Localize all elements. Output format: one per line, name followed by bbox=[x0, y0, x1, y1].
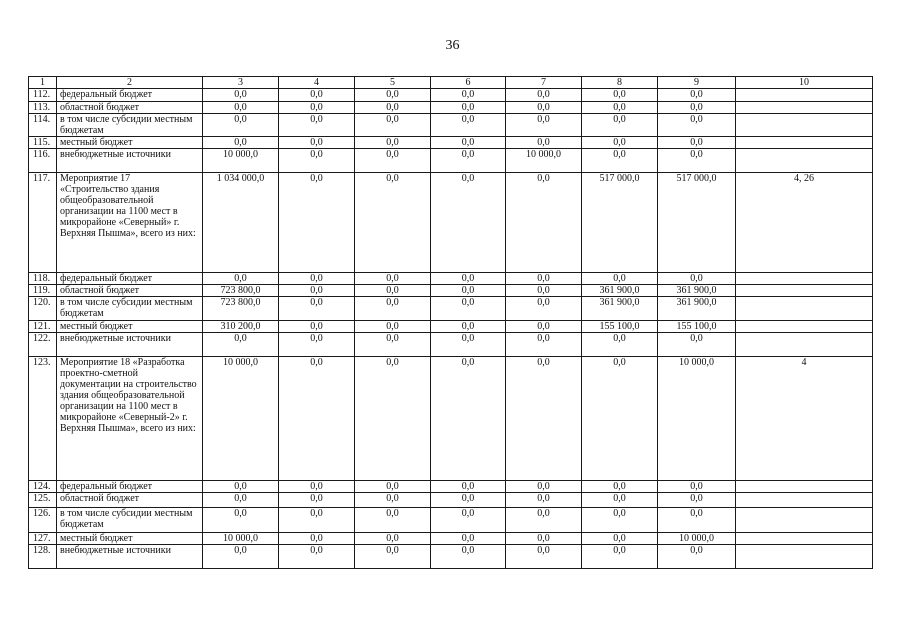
value-cell-col-8: 0,0 bbox=[582, 493, 658, 508]
value-cell-col-5: 0,0 bbox=[355, 508, 431, 533]
value-cell-col-4: 0,0 bbox=[279, 114, 355, 137]
value-cell-col-5: 0,0 bbox=[355, 545, 431, 569]
row-number: 120. bbox=[29, 297, 57, 321]
value-cell-col-7: 0,0 bbox=[506, 114, 582, 137]
row-label: федеральный бюджет bbox=[57, 273, 203, 285]
value-cell-col-7: 0,0 bbox=[506, 89, 582, 102]
indicator-cell bbox=[736, 149, 873, 173]
value-cell-col-3: 10 000,0 bbox=[203, 149, 279, 173]
table-row bbox=[29, 493, 873, 508]
value-cell-col-8: 0,0 bbox=[582, 357, 658, 481]
row-number: 127. bbox=[29, 533, 57, 545]
value-cell-col-6: 0,0 bbox=[431, 114, 506, 137]
value-cell-col-3: 0,0 bbox=[203, 493, 279, 508]
value-cell-col-4: 0,0 bbox=[279, 508, 355, 533]
header-cell-3: 3 bbox=[203, 77, 279, 89]
value-cell-col-5: 0,0 bbox=[355, 357, 431, 481]
value-cell-col-5: 0,0 bbox=[355, 273, 431, 285]
value-cell-col-5: 0,0 bbox=[355, 173, 431, 273]
indicator-cell bbox=[736, 273, 873, 285]
value-cell-col-4: 0,0 bbox=[279, 149, 355, 173]
value-cell-col-9: 0,0 bbox=[658, 149, 736, 173]
indicator-cell bbox=[736, 493, 873, 508]
table-row bbox=[29, 321, 873, 333]
value-cell-col-9: 10 000,0 bbox=[658, 533, 736, 545]
value-cell-col-3: 310 200,0 bbox=[203, 321, 279, 333]
header-cell-10: 10 bbox=[736, 77, 873, 89]
value-cell-col-8: 0,0 bbox=[582, 481, 658, 493]
value-cell-col-6: 0,0 bbox=[431, 89, 506, 102]
row-label: местный бюджет bbox=[57, 533, 203, 545]
value-cell-col-8: 0,0 bbox=[582, 114, 658, 137]
indicator-cell bbox=[736, 89, 873, 102]
value-cell-col-8: 0,0 bbox=[582, 273, 658, 285]
budget-table bbox=[28, 76, 873, 569]
value-cell-col-3: 0,0 bbox=[203, 89, 279, 102]
table-row bbox=[29, 149, 873, 173]
value-cell-col-5: 0,0 bbox=[355, 333, 431, 357]
value-cell-col-4: 0,0 bbox=[279, 545, 355, 569]
value-cell-col-9: 10 000,0 bbox=[658, 357, 736, 481]
value-cell-col-8: 155 100,0 bbox=[582, 321, 658, 333]
value-cell-col-6: 0,0 bbox=[431, 533, 506, 545]
value-cell-col-9: 0,0 bbox=[658, 333, 736, 357]
indicator-cell: 4, 26 bbox=[736, 173, 873, 273]
table-row bbox=[29, 481, 873, 493]
indicator-cell bbox=[736, 508, 873, 533]
value-cell-col-7: 0,0 bbox=[506, 321, 582, 333]
row-label: областной бюджет bbox=[57, 493, 203, 508]
indicator-cell bbox=[736, 481, 873, 493]
value-cell-col-6: 0,0 bbox=[431, 297, 506, 321]
row-label: внебюджетные источники bbox=[57, 333, 203, 357]
value-cell-col-4: 0,0 bbox=[279, 333, 355, 357]
value-cell-col-8: 0,0 bbox=[582, 533, 658, 545]
value-cell-col-8: 361 900,0 bbox=[582, 285, 658, 297]
indicator-cell bbox=[736, 533, 873, 545]
table-row bbox=[29, 297, 873, 321]
indicator-cell bbox=[736, 333, 873, 357]
indicator-cell bbox=[736, 137, 873, 149]
value-cell-col-6: 0,0 bbox=[431, 545, 506, 569]
value-cell-col-7: 0,0 bbox=[506, 102, 582, 114]
value-cell-col-5: 0,0 bbox=[355, 297, 431, 321]
value-cell-col-3: 723 800,0 bbox=[203, 297, 279, 321]
value-cell-col-9: 0,0 bbox=[658, 273, 736, 285]
value-cell-col-3: 0,0 bbox=[203, 481, 279, 493]
indicator-cell bbox=[736, 321, 873, 333]
value-cell-col-4: 0,0 bbox=[279, 273, 355, 285]
value-cell-col-3: 0,0 bbox=[203, 508, 279, 533]
row-label: местный бюджет bbox=[57, 321, 203, 333]
value-cell-col-4: 0,0 bbox=[279, 493, 355, 508]
table-row bbox=[29, 114, 873, 137]
header-cell-1: 1 bbox=[29, 77, 57, 89]
indicator-cell bbox=[736, 297, 873, 321]
value-cell-col-7: 0,0 bbox=[506, 273, 582, 285]
value-cell-col-6: 0,0 bbox=[431, 173, 506, 273]
table-row bbox=[29, 533, 873, 545]
value-cell-col-4: 0,0 bbox=[279, 173, 355, 273]
row-label: местный бюджет bbox=[57, 137, 203, 149]
row-label: в том числе субсидии местным бюджетам bbox=[57, 114, 203, 137]
row-label: областной бюджет bbox=[57, 102, 203, 114]
value-cell-col-4: 0,0 bbox=[279, 321, 355, 333]
header-cell-2: 2 bbox=[57, 77, 203, 89]
value-cell-col-5: 0,0 bbox=[355, 493, 431, 508]
value-cell-col-4: 0,0 bbox=[279, 533, 355, 545]
row-number: 113. bbox=[29, 102, 57, 114]
table-row bbox=[29, 89, 873, 102]
value-cell-col-7: 0,0 bbox=[506, 297, 582, 321]
value-cell-col-4: 0,0 bbox=[279, 285, 355, 297]
value-cell-col-7: 10 000,0 bbox=[506, 149, 582, 173]
row-number: 125. bbox=[29, 493, 57, 508]
indicator-cell bbox=[736, 114, 873, 137]
value-cell-col-5: 0,0 bbox=[355, 89, 431, 102]
header-cell-9: 9 bbox=[658, 77, 736, 89]
row-label: внебюджетные источники bbox=[57, 149, 203, 173]
row-number: 123. bbox=[29, 357, 57, 481]
value-cell-col-8: 517 000,0 bbox=[582, 173, 658, 273]
value-cell-col-7: 0,0 bbox=[506, 285, 582, 297]
value-cell-col-6: 0,0 bbox=[431, 333, 506, 357]
header-cell-6: 6 bbox=[431, 77, 506, 89]
value-cell-col-9: 0,0 bbox=[658, 137, 736, 149]
indicator-cell bbox=[736, 102, 873, 114]
value-cell-col-5: 0,0 bbox=[355, 321, 431, 333]
table-row bbox=[29, 333, 873, 357]
page-number: 36 bbox=[445, 38, 460, 53]
value-cell-col-6: 0,0 bbox=[431, 357, 506, 481]
table-row bbox=[29, 545, 873, 569]
table-row bbox=[29, 137, 873, 149]
value-cell-col-6: 0,0 bbox=[431, 137, 506, 149]
value-cell-col-8: 0,0 bbox=[582, 137, 658, 149]
value-cell-col-8: 0,0 bbox=[582, 508, 658, 533]
value-cell-col-3: 0,0 bbox=[203, 273, 279, 285]
value-cell-col-9: 0,0 bbox=[658, 114, 736, 137]
row-label: федеральный бюджет bbox=[57, 481, 203, 493]
row-number: 126. bbox=[29, 508, 57, 533]
indicator-cell: 4 bbox=[736, 357, 873, 481]
row-number: 116. bbox=[29, 149, 57, 173]
indicator-cell bbox=[736, 285, 873, 297]
value-cell-col-9: 517 000,0 bbox=[658, 173, 736, 273]
value-cell-col-5: 0,0 bbox=[355, 114, 431, 137]
row-label: в том числе субсидии местным бюджетам bbox=[57, 297, 203, 321]
value-cell-col-3: 1 034 000,0 bbox=[203, 173, 279, 273]
value-cell-col-9: 0,0 bbox=[658, 508, 736, 533]
value-cell-col-7: 0,0 bbox=[506, 533, 582, 545]
value-cell-col-5: 0,0 bbox=[355, 285, 431, 297]
value-cell-col-6: 0,0 bbox=[431, 493, 506, 508]
value-cell-col-4: 0,0 bbox=[279, 102, 355, 114]
value-cell-col-3: 10 000,0 bbox=[203, 357, 279, 481]
row-number: 114. bbox=[29, 114, 57, 137]
value-cell-col-6: 0,0 bbox=[431, 285, 506, 297]
value-cell-col-5: 0,0 bbox=[355, 102, 431, 114]
value-cell-col-6: 0,0 bbox=[431, 273, 506, 285]
value-cell-col-9: 361 900,0 bbox=[658, 285, 736, 297]
value-cell-col-3: 10 000,0 bbox=[203, 533, 279, 545]
header-cell-5: 5 bbox=[355, 77, 431, 89]
value-cell-col-8: 0,0 bbox=[582, 89, 658, 102]
row-number: 122. bbox=[29, 333, 57, 357]
value-cell-col-7: 0,0 bbox=[506, 481, 582, 493]
value-cell-col-9: 155 100,0 bbox=[658, 321, 736, 333]
value-cell-col-9: 0,0 bbox=[658, 89, 736, 102]
row-label: в том числе субсидии местным бюджетам bbox=[57, 508, 203, 533]
value-cell-col-4: 0,0 bbox=[279, 481, 355, 493]
value-cell-col-9: 0,0 bbox=[658, 493, 736, 508]
value-cell-col-7: 0,0 bbox=[506, 137, 582, 149]
header-cell-7: 7 bbox=[506, 77, 582, 89]
value-cell-col-3: 0,0 bbox=[203, 545, 279, 569]
value-cell-col-7: 0,0 bbox=[506, 333, 582, 357]
row-number: 118. bbox=[29, 273, 57, 285]
row-number: 112. bbox=[29, 89, 57, 102]
value-cell-col-8: 0,0 bbox=[582, 102, 658, 114]
value-cell-col-7: 0,0 bbox=[506, 545, 582, 569]
row-number: 124. bbox=[29, 481, 57, 493]
table-row bbox=[29, 357, 873, 481]
row-label: областной бюджет bbox=[57, 285, 203, 297]
value-cell-col-5: 0,0 bbox=[355, 149, 431, 173]
value-cell-col-8: 0,0 bbox=[582, 545, 658, 569]
value-cell-col-7: 0,0 bbox=[506, 508, 582, 533]
value-cell-col-5: 0,0 bbox=[355, 481, 431, 493]
value-cell-col-4: 0,0 bbox=[279, 357, 355, 481]
value-cell-col-3: 723 800,0 bbox=[203, 285, 279, 297]
value-cell-col-4: 0,0 bbox=[279, 297, 355, 321]
table-row bbox=[29, 273, 873, 285]
header-cell-8: 8 bbox=[582, 77, 658, 89]
value-cell-col-6: 0,0 bbox=[431, 481, 506, 493]
value-cell-col-3: 0,0 bbox=[203, 102, 279, 114]
value-cell-col-9: 0,0 bbox=[658, 545, 736, 569]
value-cell-col-7: 0,0 bbox=[506, 357, 582, 481]
indicator-cell bbox=[736, 545, 873, 569]
row-number: 117. bbox=[29, 173, 57, 273]
value-cell-col-9: 0,0 bbox=[658, 481, 736, 493]
value-cell-col-3: 0,0 bbox=[203, 114, 279, 137]
value-cell-col-6: 0,0 bbox=[431, 102, 506, 114]
value-cell-col-7: 0,0 bbox=[506, 493, 582, 508]
value-cell-col-8: 0,0 bbox=[582, 149, 658, 173]
value-cell-col-6: 0,0 bbox=[431, 508, 506, 533]
value-cell-col-3: 0,0 bbox=[203, 137, 279, 149]
value-cell-col-7: 0,0 bbox=[506, 173, 582, 273]
header-cell-4: 4 bbox=[279, 77, 355, 89]
row-label: Мероприятие 18 «Разработка проектно-сметной документации на строительство здания общеобразовательной организации на 1100 мест в микрорайоне «Северный-2» г. Верхняя Пышма», всего из них: bbox=[57, 357, 203, 481]
value-cell-col-5: 0,0 bbox=[355, 533, 431, 545]
row-number: 121. bbox=[29, 321, 57, 333]
header-row bbox=[29, 77, 873, 89]
table-row bbox=[29, 285, 873, 297]
table-row bbox=[29, 508, 873, 533]
value-cell-col-3: 0,0 bbox=[203, 333, 279, 357]
row-label: федеральный бюджет bbox=[57, 89, 203, 102]
table-row bbox=[29, 173, 873, 273]
row-label: Мероприятие 17 «Строительство здания общеобразовательной организации на 1100 мест в микрорайоне «Северный» г. Верхняя Пышма», всего из них: bbox=[57, 173, 203, 273]
value-cell-col-8: 361 900,0 bbox=[582, 297, 658, 321]
value-cell-col-9: 0,0 bbox=[658, 102, 736, 114]
value-cell-col-5: 0,0 bbox=[355, 137, 431, 149]
value-cell-col-4: 0,0 bbox=[279, 89, 355, 102]
row-number: 115. bbox=[29, 137, 57, 149]
table-row bbox=[29, 102, 873, 114]
value-cell-col-9: 361 900,0 bbox=[658, 297, 736, 321]
row-number: 128. bbox=[29, 545, 57, 569]
value-cell-col-4: 0,0 bbox=[279, 137, 355, 149]
value-cell-col-6: 0,0 bbox=[431, 321, 506, 333]
value-cell-col-8: 0,0 bbox=[582, 333, 658, 357]
row-label: внебюджетные источники bbox=[57, 545, 203, 569]
value-cell-col-6: 0,0 bbox=[431, 149, 506, 173]
table-body bbox=[29, 89, 873, 569]
row-number: 119. bbox=[29, 285, 57, 297]
